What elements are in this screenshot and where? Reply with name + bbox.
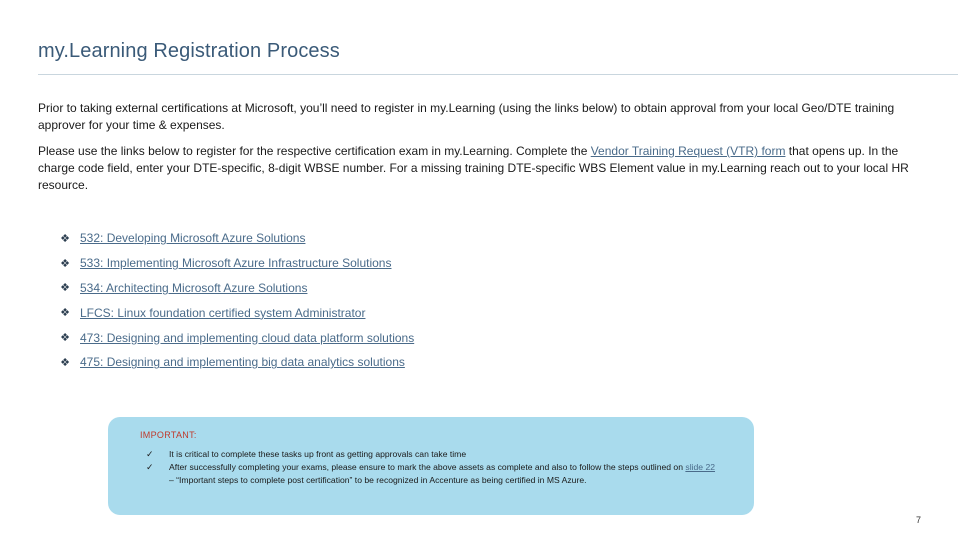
- callout-list: [146, 448, 716, 487]
- list-item: [146, 461, 716, 487]
- slide-22-link[interactable]: slide 22: [685, 462, 716, 472]
- list-item: [58, 276, 414, 301]
- cert-link-473[interactable]: 473: Designing and implementing cloud data platform solutions: [80, 330, 415, 345]
- checkmark-icon: ✓: [146, 449, 154, 459]
- vtr-form-link[interactable]: Vendor Training Request (VTR) form: [590, 144, 786, 158]
- diamond-bullet-icon: ❖: [60, 257, 70, 270]
- callout-item-text: [169, 461, 716, 487]
- page-number: 7: [916, 515, 922, 525]
- title-divider: [38, 74, 958, 75]
- important-callout: [108, 417, 754, 515]
- checkmark-icon: ✓: [146, 462, 154, 472]
- cert-link-lfcs[interactable]: LFCS: Linux foundation certified system Administrator: [80, 305, 366, 320]
- list-item: [58, 251, 414, 276]
- list-item: [58, 300, 414, 325]
- list-item: [58, 325, 414, 350]
- callout-item-text: It is critical to complete these tasks up front as getting approvals can take time: [169, 449, 467, 459]
- list-item: [58, 350, 414, 375]
- diamond-bullet-icon: ❖: [60, 307, 70, 320]
- cert-link-533[interactable]: 533: Implementing Microsoft Azure Infrastructure Solutions: [80, 256, 392, 271]
- cert-link-475[interactable]: 475: Designing and implementing big data analytics solutions: [80, 355, 405, 370]
- instructions-text-end: that opens up. In the charge code field, enter your DTE-specific, 8-digit WBSE number. For a missing training DTE-specific WBS Element value in my.Learning reach out to your local HR resource.: [38, 144, 909, 192]
- diamond-bullet-icon: ❖: [60, 282, 70, 295]
- certification-list: [58, 226, 414, 375]
- instructions-text-start: Please use the links below to register for the respective certification exam in my.Learning. Complete the: [38, 144, 591, 158]
- slide-title: my.Learning Registration Process: [38, 40, 340, 62]
- diamond-bullet-icon: ❖: [60, 332, 70, 345]
- cert-link-532[interactable]: 532: Developing Microsoft Azure Solutions: [80, 231, 306, 246]
- list-item: [146, 448, 716, 461]
- callout-text-end: – “Important steps to complete post certification” to be recognized in Accenture as being certified in MS Azure.: [169, 475, 587, 485]
- diamond-bullet-icon: ❖: [60, 232, 70, 245]
- cert-link-534[interactable]: 534: Architecting Microsoft Azure Solutions: [80, 280, 308, 295]
- instructions-paragraph: [38, 143, 928, 194]
- diamond-bullet-icon: ❖: [60, 356, 70, 369]
- callout-heading: IMPORTANT:: [140, 430, 197, 440]
- intro-paragraph: Prior to taking external certifications at Microsoft, you’ll need to register in my.Learning (using the links below) to obtain approval from your local Geo/DTE training approver for your time & expenses.: [38, 101, 895, 132]
- list-item: [58, 226, 414, 251]
- callout-text-start: After successfully completing your exams, please ensure to mark the above assets as complete and also to follow the steps outlined on: [169, 462, 686, 472]
